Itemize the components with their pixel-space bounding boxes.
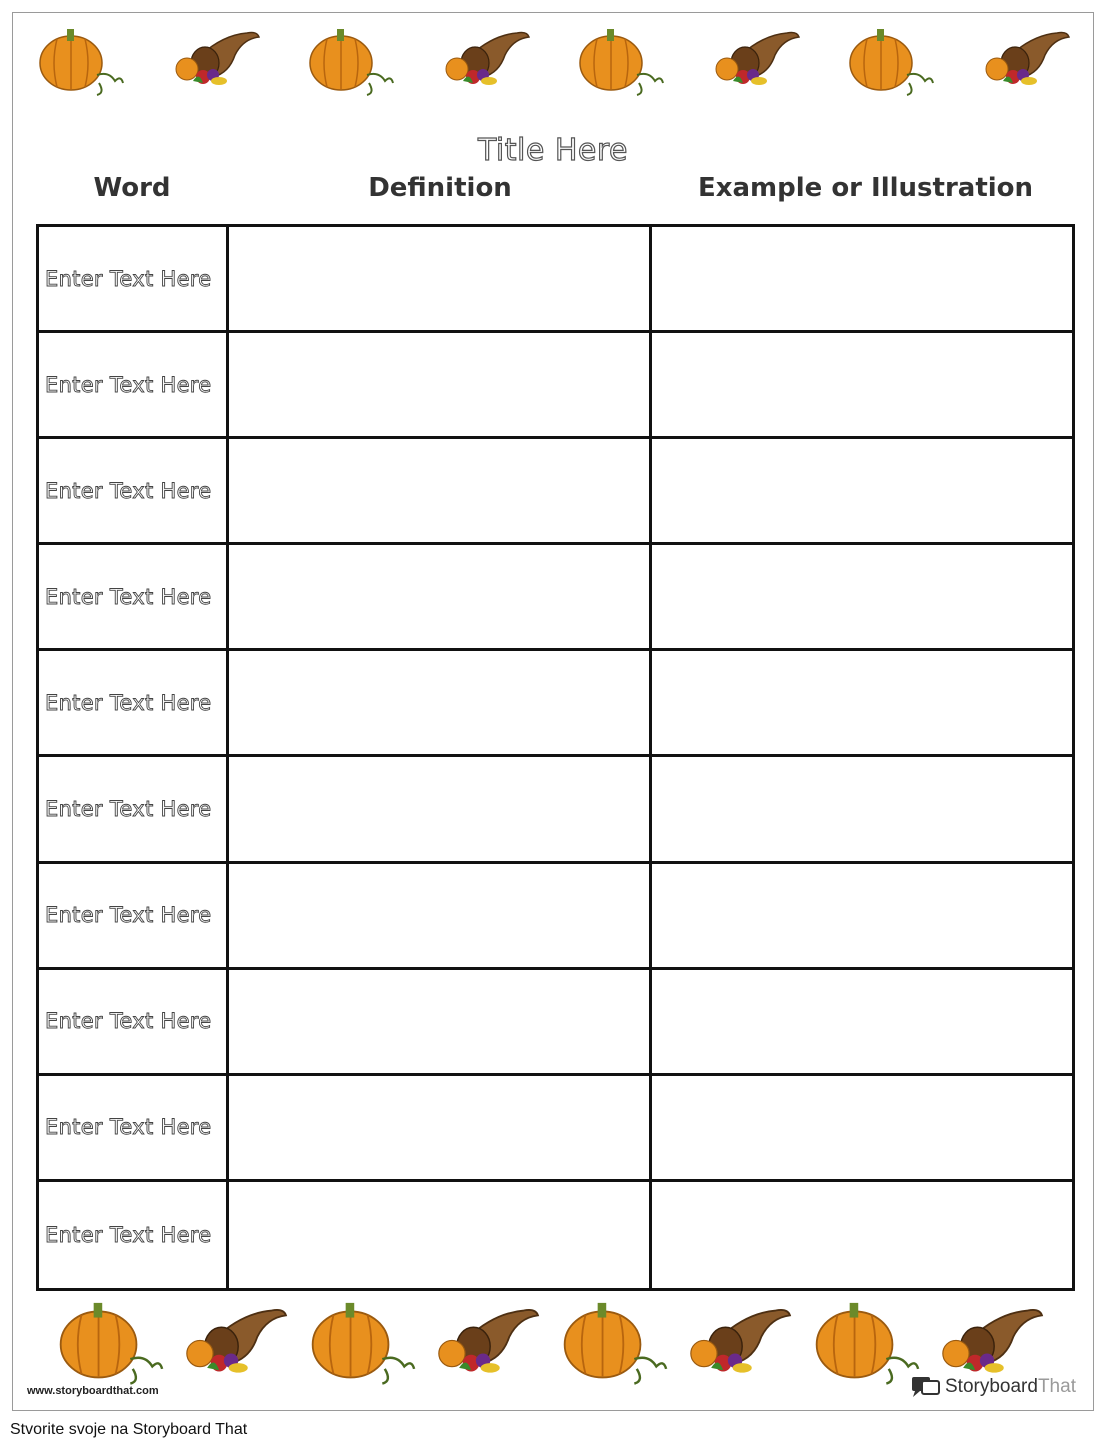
pumpkin-icon	[577, 25, 667, 97]
word-text[interactable]: Enter Text Here	[45, 1222, 212, 1247]
word-cell[interactable]	[39, 545, 229, 651]
cornucopia-icon	[713, 25, 803, 97]
word-cell[interactable]	[39, 1076, 229, 1182]
word-text[interactable]: Enter Text Here	[45, 690, 212, 715]
cornucopia-icon	[443, 25, 533, 97]
example-cell[interactable]	[652, 333, 1072, 439]
word-text[interactable]: Enter Text Here	[45, 1115, 212, 1140]
word-cell[interactable]	[39, 864, 229, 970]
word-text[interactable]: Enter Text Here	[45, 903, 212, 928]
brand-main: Storyboard	[945, 1376, 1038, 1397]
word-text[interactable]: Enter Text Here	[45, 584, 212, 609]
word-text[interactable]: Enter Text Here	[45, 797, 212, 822]
pumpkin-icon	[309, 1297, 419, 1387]
vocabulary-table	[36, 224, 1075, 1291]
example-cell[interactable]	[652, 1076, 1072, 1182]
definition-cell[interactable]	[229, 333, 652, 439]
example-cell[interactable]	[652, 651, 1072, 757]
pumpkin-icon	[813, 1297, 923, 1387]
definition-cell[interactable]	[229, 864, 652, 970]
definition-cell[interactable]	[229, 757, 652, 863]
storyboardthat-logo[interactable]	[911, 1375, 1076, 1399]
worksheet-page	[12, 12, 1094, 1411]
example-cell[interactable]	[652, 970, 1072, 1076]
definition-cell[interactable]	[229, 1182, 652, 1288]
brand-text	[945, 1376, 1076, 1398]
word-cell[interactable]	[39, 970, 229, 1076]
cornucopia-icon	[685, 1301, 797, 1387]
worksheet-title[interactable]: Title Here	[478, 133, 628, 168]
definition-cell[interactable]	[229, 545, 652, 651]
header-definition: Definition	[368, 173, 512, 203]
cornucopia-icon	[433, 1301, 545, 1387]
word-cell[interactable]	[39, 651, 229, 757]
example-cell[interactable]	[652, 1182, 1072, 1288]
word-cell[interactable]	[39, 757, 229, 863]
brand-light: That	[1037, 1376, 1076, 1397]
storyboardthat-url[interactable]: www.storyboardthat.com	[27, 1385, 159, 1397]
cornucopia-icon	[173, 25, 263, 97]
definition-cell[interactable]	[229, 227, 652, 333]
bottom-caption[interactable]: Stvorite svoje na Storyboard That	[10, 1421, 248, 1438]
word-cell[interactable]	[39, 439, 229, 545]
example-cell[interactable]	[652, 439, 1072, 545]
top-decoration-row	[13, 23, 1093, 103]
example-cell[interactable]	[652, 545, 1072, 651]
pumpkin-icon	[561, 1297, 671, 1387]
word-cell[interactable]	[39, 1182, 229, 1288]
pumpkin-icon	[37, 25, 127, 97]
pumpkin-icon	[307, 25, 397, 97]
definition-cell[interactable]	[229, 651, 652, 757]
definition-cell[interactable]	[229, 1076, 652, 1182]
word-text[interactable]: Enter Text Here	[45, 372, 212, 397]
example-cell[interactable]	[652, 227, 1072, 333]
word-text[interactable]: Enter Text Here	[45, 478, 212, 503]
definition-cell[interactable]	[229, 439, 652, 545]
cornucopia-icon	[983, 25, 1073, 97]
word-cell[interactable]	[39, 333, 229, 439]
header-word: Word	[93, 173, 171, 203]
bottom-decoration-row	[13, 1295, 1093, 1387]
pumpkin-icon	[847, 25, 937, 97]
example-cell[interactable]	[652, 757, 1072, 863]
pumpkin-icon	[57, 1297, 167, 1387]
header-example: Example or Illustration	[697, 173, 1034, 203]
definition-cell[interactable]	[229, 970, 652, 1076]
word-text[interactable]: Enter Text Here	[45, 266, 212, 291]
speech-bubble-icon	[911, 1375, 941, 1399]
word-cell[interactable]	[39, 227, 229, 333]
cornucopia-icon	[181, 1301, 293, 1387]
word-text[interactable]: Enter Text Here	[45, 1009, 212, 1034]
example-cell[interactable]	[652, 864, 1072, 970]
